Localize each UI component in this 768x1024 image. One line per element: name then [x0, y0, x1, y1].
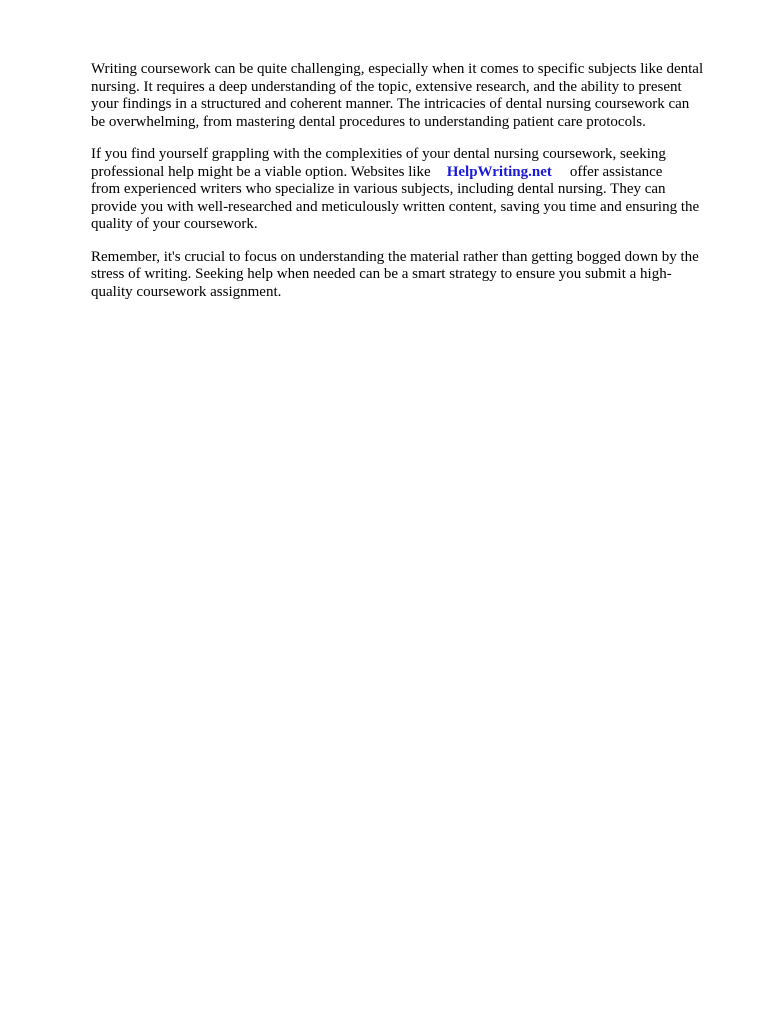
paragraph-line: quality of your coursework.: [91, 216, 258, 232]
helpwriting-link[interactable]: HelpWriting.net: [446, 163, 552, 180]
paragraph-conclusion: [91, 249, 731, 302]
line-text-after-link: offer assistance: [569, 163, 663, 180]
paragraph-line: If you find yourself grappling with the complexities of your dental nursing coursework, seeking: [91, 146, 666, 162]
paragraph-line: provide you with well-researched and meticulously written content, saving you time and ensuring the: [91, 198, 700, 215]
paragraph-line: nursing. It requires a deep understanding of the topic, extensive research, and the ability to present: [91, 78, 682, 95]
paragraph-line: be overwhelming, from mastering dental procedures to understanding patient care protocols.: [91, 113, 646, 130]
paragraph-line: quality coursework assignment.: [91, 283, 282, 300]
paragraph-line: your findings in a structured and coherent manner. The intricacies of dental nursing coursework can: [91, 96, 690, 112]
paragraph-line-with-link: [91, 164, 731, 182]
paragraph-intro: [91, 61, 731, 131]
line-text-before-link: professional help might be a viable option. Websites like: [91, 163, 431, 180]
paragraph-line: stress of writing. Seeking help when needed can be a smart strategy to ensure you submit a high-: [91, 266, 672, 282]
paragraph-line: Writing coursework can be quite challenging, especially when it comes to specific subjects like dental: [91, 61, 704, 77]
paragraph-line: from experienced writers who specialize in various subjects, including dental nursing. They can: [91, 181, 666, 197]
paragraph-line: Remember, it's crucial to focus on understanding the material rather than getting bogged down by the: [91, 248, 699, 265]
document-page: [91, 61, 731, 301]
paragraph-help: [91, 146, 731, 234]
